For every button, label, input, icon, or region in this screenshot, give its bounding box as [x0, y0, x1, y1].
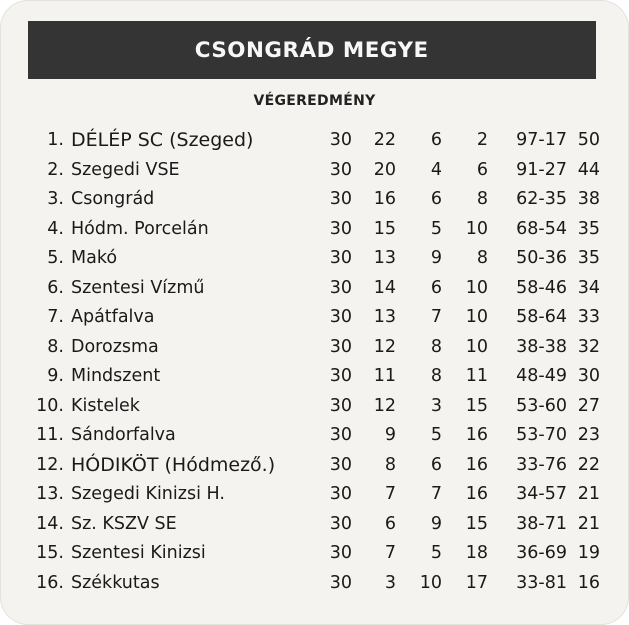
position-cell: 10. [36, 395, 64, 416]
goals-cell: 36-69 [516, 543, 567, 563]
team-name-cell: Makó [71, 248, 118, 268]
drawn-cell: 8 [430, 336, 442, 357]
position-cell: 1. [47, 130, 64, 150]
position-cell: 14. [36, 513, 64, 534]
team-name-cell: Sándorfalva [71, 425, 176, 445]
lost-cell: 10 [465, 277, 488, 298]
won-cell: 13 [373, 248, 396, 268]
points-cell: 33 [577, 307, 600, 327]
played-cell: 30 [329, 425, 352, 445]
goals-cell: 91-27 [516, 159, 567, 180]
position-cell: 6. [47, 277, 64, 298]
played-cell: 30 [329, 336, 352, 357]
lost-cell: 10 [465, 218, 488, 239]
points-cell: 44 [577, 159, 600, 180]
header-bar [28, 21, 596, 79]
drawn-cell: 9 [430, 513, 442, 534]
table-row [0, 274, 629, 304]
team-name-cell: Szegedi VSE [71, 159, 180, 180]
team-name-cell: Sz. KSZV SE [71, 513, 177, 534]
table-row [0, 244, 629, 274]
drawn-cell: 4 [430, 159, 442, 180]
points-cell: 27 [577, 395, 600, 416]
table-row [0, 392, 629, 422]
goals-cell: 62-35 [516, 189, 567, 209]
lost-cell: 11 [465, 366, 488, 386]
goals-cell: 38-71 [516, 513, 567, 534]
won-cell: 9 [384, 425, 396, 445]
team-name-cell: HÓDIKÖT (Hódmező.) [71, 453, 276, 476]
position-cell: 15. [36, 543, 64, 563]
drawn-cell: 7 [430, 307, 442, 327]
standings-table [0, 126, 629, 598]
points-cell: 23 [577, 425, 600, 445]
position-cell: 4. [47, 218, 64, 239]
lost-cell: 18 [465, 543, 488, 563]
drawn-cell: 3 [430, 395, 442, 416]
won-cell: 11 [373, 366, 396, 386]
points-cell: 38 [577, 189, 600, 209]
points-cell: 16 [577, 572, 600, 593]
lost-cell: 16 [465, 454, 488, 475]
lost-cell: 8 [476, 189, 488, 209]
drawn-cell: 6 [430, 189, 442, 209]
goals-cell: 34-57 [516, 484, 567, 504]
goals-cell: 53-60 [516, 395, 567, 416]
position-cell: 9. [47, 366, 64, 386]
won-cell: 12 [373, 395, 396, 416]
position-cell: 7. [47, 307, 64, 327]
position-cell: 8. [47, 336, 64, 357]
points-cell: 22 [577, 454, 600, 475]
team-name-cell: Apátfalva [71, 307, 155, 327]
drawn-cell: 6 [430, 130, 442, 150]
team-name-cell: Csongrád [71, 189, 155, 209]
played-cell: 30 [329, 484, 352, 504]
lost-cell: 17 [465, 572, 488, 593]
drawn-cell: 5 [430, 218, 442, 239]
lost-cell: 15 [465, 513, 488, 534]
lost-cell: 6 [476, 159, 488, 180]
table-row [0, 156, 629, 186]
won-cell: 14 [373, 277, 396, 298]
played-cell: 30 [329, 159, 352, 180]
won-cell: 12 [373, 336, 396, 357]
played-cell: 30 [329, 572, 352, 593]
table-row [0, 185, 629, 215]
table-row [0, 569, 629, 599]
table-row [0, 303, 629, 333]
played-cell: 30 [329, 130, 352, 150]
team-name-cell: DÉLÉP SC (Szeged) [71, 129, 254, 151]
drawn-cell: 9 [430, 248, 442, 268]
points-cell: 30 [577, 366, 600, 386]
points-cell: 19 [577, 543, 600, 563]
played-cell: 30 [329, 454, 352, 475]
won-cell: 6 [384, 513, 396, 534]
lost-cell: 15 [465, 395, 488, 416]
drawn-cell: 10 [419, 572, 442, 593]
played-cell: 30 [329, 395, 352, 416]
team-name-cell: Dorozsma [71, 336, 159, 357]
won-cell: 20 [373, 159, 396, 180]
goals-cell: 68-54 [516, 218, 567, 239]
drawn-cell: 5 [430, 425, 442, 445]
goals-cell: 33-81 [516, 572, 567, 593]
team-name-cell: Szentesi Vízmű [71, 277, 205, 298]
goals-cell: 38-38 [516, 336, 567, 357]
page-title: CSONGRÁD MEGYE [195, 38, 429, 62]
position-cell: 2. [47, 159, 64, 180]
table-row [0, 480, 629, 510]
goals-cell: 48-49 [516, 366, 567, 386]
played-cell: 30 [329, 543, 352, 563]
won-cell: 22 [373, 130, 396, 150]
team-name-cell: Kistelek [71, 395, 140, 416]
points-cell: 35 [577, 248, 600, 268]
won-cell: 13 [373, 307, 396, 327]
points-cell: 35 [577, 218, 600, 239]
table-row [0, 215, 629, 245]
table-row [0, 510, 629, 540]
points-cell: 32 [577, 336, 600, 357]
position-cell: 16. [36, 572, 64, 593]
played-cell: 30 [329, 218, 352, 239]
played-cell: 30 [329, 307, 352, 327]
position-cell: 13. [36, 484, 64, 504]
table-subtitle: VÉGEREDMÉNY [253, 93, 376, 109]
table-row [0, 539, 629, 569]
table-row [0, 451, 629, 481]
table-row [0, 126, 629, 156]
goals-cell: 33-76 [516, 454, 567, 475]
played-cell: 30 [329, 277, 352, 298]
goals-cell: 50-36 [516, 248, 567, 268]
played-cell: 30 [329, 366, 352, 386]
position-cell: 3. [47, 189, 64, 209]
drawn-cell: 8 [430, 366, 442, 386]
team-name-cell: Hódm. Porcelán [71, 218, 209, 239]
lost-cell: 10 [465, 336, 488, 357]
won-cell: 7 [384, 543, 396, 563]
drawn-cell: 5 [430, 543, 442, 563]
team-name-cell: Szentesi Kinizsi [71, 543, 206, 563]
position-cell: 11. [36, 425, 64, 445]
played-cell: 30 [329, 189, 352, 209]
goals-cell: 58-64 [516, 307, 567, 327]
points-cell: 21 [577, 484, 600, 504]
drawn-cell: 7 [430, 484, 442, 504]
won-cell: 7 [384, 484, 396, 504]
table-row [0, 333, 629, 363]
played-cell: 30 [329, 513, 352, 534]
lost-cell: 2 [476, 130, 488, 150]
table-row [0, 421, 629, 451]
drawn-cell: 6 [430, 277, 442, 298]
drawn-cell: 6 [430, 454, 442, 475]
lost-cell: 16 [465, 425, 488, 445]
team-name-cell: Mindszent [71, 366, 161, 386]
team-name-cell: Székkutas [71, 572, 160, 593]
lost-cell: 16 [465, 484, 488, 504]
lost-cell: 8 [476, 248, 488, 268]
goals-cell: 53-70 [516, 425, 567, 445]
points-cell: 21 [577, 513, 600, 534]
goals-cell: 58-46 [516, 277, 567, 298]
position-cell: 12. [36, 454, 64, 475]
won-cell: 8 [384, 454, 396, 475]
lost-cell: 10 [465, 307, 488, 327]
won-cell: 3 [384, 572, 396, 593]
won-cell: 15 [373, 218, 396, 239]
won-cell: 16 [373, 189, 396, 209]
table-row [0, 362, 629, 392]
points-cell: 34 [577, 277, 600, 298]
points-cell: 50 [577, 130, 600, 150]
played-cell: 30 [329, 248, 352, 268]
goals-cell: 97-17 [516, 130, 567, 150]
team-name-cell: Szegedi Kinizsi H. [71, 484, 225, 504]
position-cell: 5. [47, 248, 64, 268]
